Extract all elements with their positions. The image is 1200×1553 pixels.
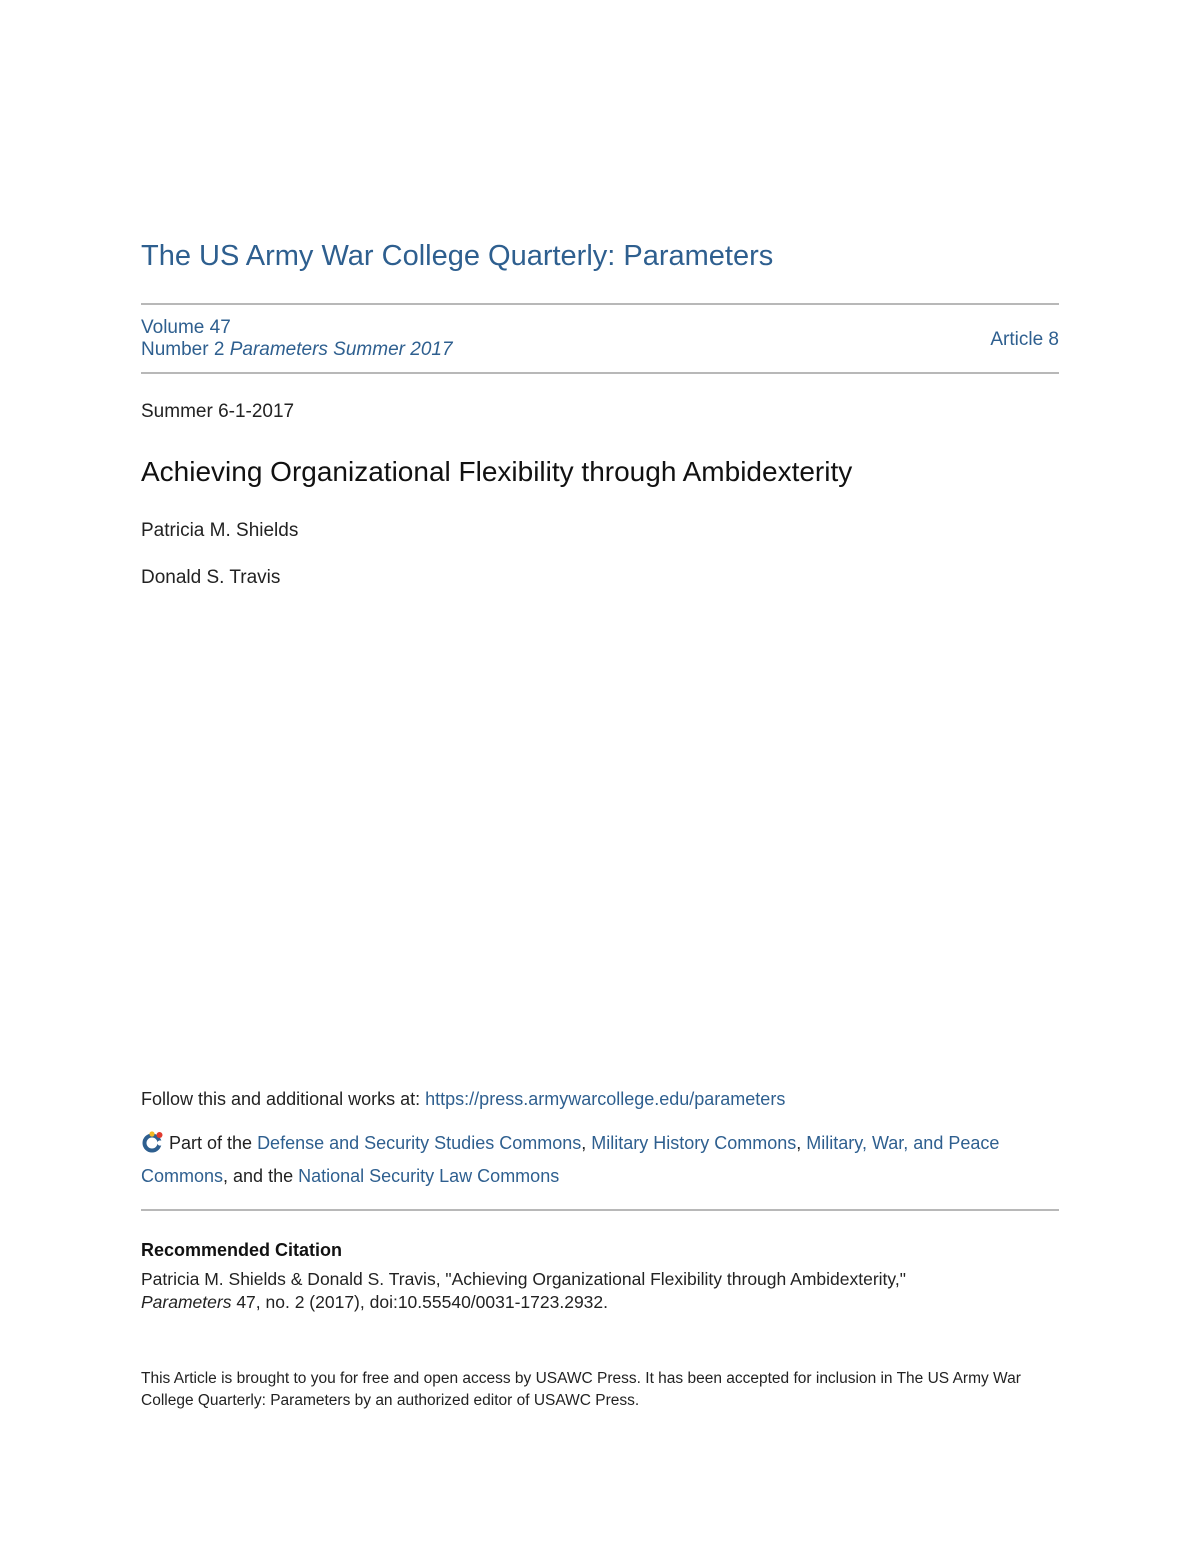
divider-middle xyxy=(141,372,1059,374)
follow-url-link[interactable]: https://press.armywarcollege.edu/parameters xyxy=(425,1089,786,1109)
part-of-commons xyxy=(141,1127,1041,1193)
divider-bottom xyxy=(141,1209,1059,1211)
follow-text: Follow this and additional works at: xyxy=(141,1089,426,1109)
separator: , xyxy=(796,1133,807,1153)
article-number-link[interactable]: Article 8 xyxy=(990,329,1059,350)
number-label: Number 2 xyxy=(141,339,225,360)
military-history-commons-link[interactable]: Military History Commons xyxy=(591,1133,797,1153)
number-link[interactable] xyxy=(141,339,453,360)
military-war-peace-commons-link[interactable]: Military, War, and Peace Commons xyxy=(141,1133,1000,1186)
citation-line-1: Patricia M. Shields & Donald S. Travis, "Achieving Organizational Flexibility through Ambidexterity," xyxy=(141,1269,906,1289)
network-icon xyxy=(141,1130,165,1154)
citation-line-2: 47, no. 2 (2017), doi:10.55540/0031-1723.2932. xyxy=(231,1292,609,1312)
issue-info xyxy=(141,317,453,361)
author-1: Patricia M. Shields xyxy=(141,520,299,541)
divider-top xyxy=(141,303,1059,305)
article-title: Achieving Organizational Flexibility through Ambidexterity xyxy=(141,456,853,487)
journal-title-link[interactable]: The US Army War College Quarterly: Parameters xyxy=(141,240,774,272)
citation-text xyxy=(141,1268,1061,1314)
issue-name: Parameters Summer 2017 xyxy=(229,339,453,360)
national-security-law-commons-link[interactable]: National Security Law Commons xyxy=(298,1166,560,1186)
follow-line xyxy=(141,1089,785,1110)
author-2: Donald S. Travis xyxy=(141,567,281,588)
separator: , and the xyxy=(223,1166,299,1186)
citation-heading: Recommended Citation xyxy=(141,1240,343,1260)
volume-link[interactable]: Volume 47 xyxy=(141,317,231,338)
access-note: This Article is brought to you for free and open access by USAWC Press. It has been accepted for inclusion in The US Army War College Quarterly: Parameters by an authorized editor of USAWC Press. xyxy=(141,1370,1021,1409)
publication-date: Summer 6-1-2017 xyxy=(141,401,295,422)
citation-journal: Parameters xyxy=(141,1292,232,1312)
separator: , xyxy=(581,1133,592,1153)
defense-security-commons-link[interactable]: Defense and Security Studies Commons xyxy=(257,1133,582,1153)
part-of-prefix: Part of the xyxy=(169,1133,258,1153)
